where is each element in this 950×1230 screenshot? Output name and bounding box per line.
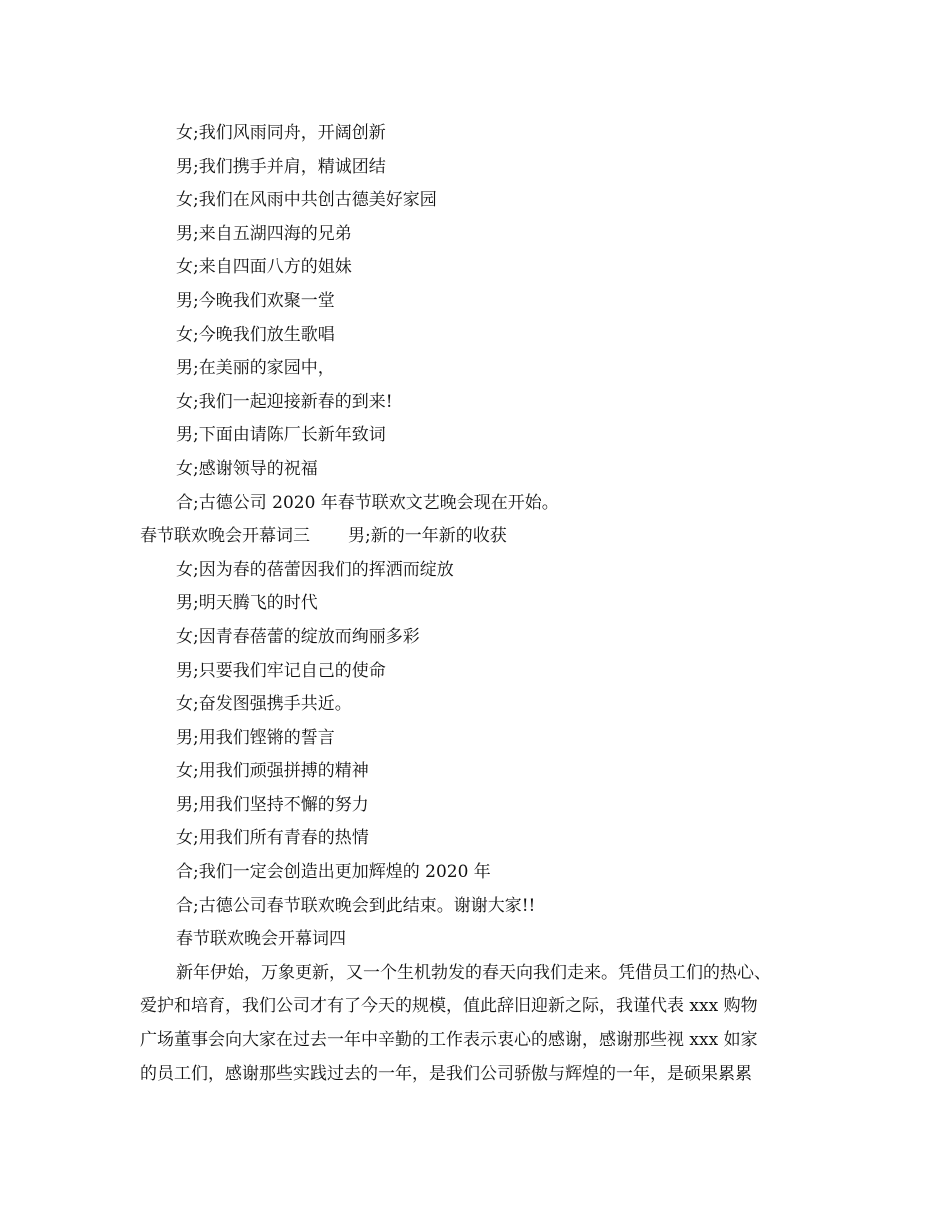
dialogue-line: 男;新的一年新的收获: [348, 526, 507, 547]
dialogue-line: 女;奋发图强携手共近。: [176, 694, 352, 715]
dialogue-line: 男;在美丽的家园中，: [176, 358, 335, 379]
dialogue-line: 男;用我们坚持不懈的努力: [176, 794, 369, 815]
dialogue-line: 合;古德公司 2020 年春节联欢文艺晚会现在开始。: [176, 492, 559, 513]
dialogue-line: 女;我们风雨同舟，开阔创新: [176, 123, 386, 143]
document-body: [140, 117, 840, 1091]
dialogue-line: 男;我们携手并肩，精诚团结: [176, 156, 386, 177]
dialogue-line: 男;来自五湖四海的兄弟: [176, 223, 352, 244]
dialogue-line: 男;只要我们牢记自己的使命: [176, 660, 386, 681]
dialogue-line: 合;我们一定会创造出更加辉煌的 2020 年: [176, 862, 491, 883]
dialogue-line: 男;下面由请陈厂长新年致词: [176, 425, 386, 446]
paragraph-line: 的员工们，感谢那些实践过去的一年，是我们公司骄傲与辉煌的一年，是硕果累累: [140, 1063, 752, 1084]
dialogue-line: 女;感谢领导的祝福: [176, 458, 318, 479]
section-4-heading: 春节联欢晚会开幕词四: [176, 929, 346, 950]
dialogue-line: 女;因为春的蓓蕾因我们的挥洒而绽放: [176, 559, 454, 580]
paragraph-line: 新年伊始，万象更新，又一个生机勃发的春天向我们走来。凭借员工们的热心、: [176, 962, 771, 983]
dialogue-line: 女;我们在风雨中共创古德美好家园: [176, 190, 437, 211]
paragraph-line: 爱护和培育，我们公司才有了今天的规模，值此辞旧迎新之际，我谨代表 xxx 购物: [140, 996, 758, 1017]
dialogue-line: 女;因青春蓓蕾的绽放而绚丽多彩: [176, 626, 420, 647]
section-3-heading: 春节联欢晚会开幕词三: [140, 526, 310, 547]
dialogue-line: 女;用我们顽强拼搏的精神: [176, 761, 369, 782]
section-4-paragraph: [140, 957, 840, 1091]
section-3-heading-line: [140, 520, 840, 554]
dialogue-line: 女;来自四面八方的姐妹: [176, 257, 352, 278]
dialogue-line: 男;用我们铿锵的誓言: [176, 727, 335, 748]
paragraph-line: 广场董事会向大家在过去一年中辛勤的工作表示衷心的感谢，感谢那些视 xxx 如家: [140, 1030, 758, 1051]
dialogue-line: 女;我们一起迎接新春的到来!: [176, 391, 393, 412]
dialogue-line: 合;古德公司春节联欢晚会到此结束。谢谢大家!!: [176, 895, 536, 916]
dialogue-line: 男;明天腾飞的时代: [176, 593, 318, 614]
dialogue-line: 男;今晚我们欢聚一堂: [176, 290, 335, 311]
dialogue-line: 女;今晚我们放生歌唱: [176, 324, 335, 345]
dialogue-line: 女;用我们所有青春的热情: [176, 828, 369, 849]
